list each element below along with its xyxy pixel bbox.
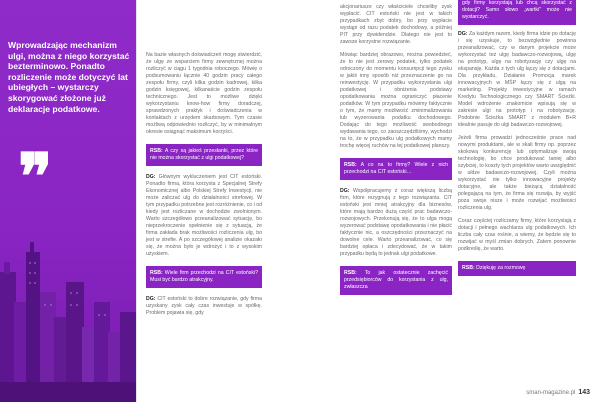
city-skyline-image [0, 232, 136, 402]
column-3-paragraph-2: Jeżeli firma prowadzi jednocześnie prace nad nowymi produktami, ale w skali firmy np. poprzez skokową konkurencję lub optymalizuje swoją technologię, bo chce produkować taniej albo szybciej, to koszty tych projektów warto uwzględnić w uldze badawczo-rozwojowej. Czyli można wykorzystać nie tylko innowacyjne projekty dotacyjne, ale także bieżącą działalność polegającą na tym, że firma się rozwija, by wyjść poza swoje nisze i może rozwijać możliwości rozliczenia ulg. [458, 135, 576, 211]
quote-marks-icon: ❞ [18, 142, 49, 213]
interviewer-tag: RSB: [462, 265, 475, 271]
question-box-4 [340, 266, 452, 295]
column-3-paragraph-3: Coraz częściej rozliczamy firmy, które korzystają z dotacji i pełnego wachlarza ulg podatkowych. Ich liczba cały czas rośnie, a wiemy, że będzie się to rozwijać w myśl zmian dobrych. Zatem ponownie podkreślę, że warto. [458, 218, 576, 252]
question-text: To jak ostatecznie zachęcić przedsiębiorców do korzystania z ulg, zwłaszcza [344, 270, 448, 290]
column-3-paragraph-1 [458, 31, 576, 129]
pull-quote: Wprowadzając mechanizm ulgi, można z niego korzystać bezterminowo. Ponadto rozliczenie może dotyczyć lat ubiegłych – wystarczy skorygować złożone już deklaracje podatkowe. [8, 40, 130, 114]
question-text: A czy są jakieś przesłanki, przez które nie można skorzystać z ulgi podatkowej? [150, 148, 259, 161]
interviewer-tag: RSB: [344, 162, 357, 168]
column-1-paragraph-1: Na bazie własnych doświadczeń mogę stwierdzić, że ulgę ze wsparciem firmy zewnętrznej można rozliczyć w ciągu 1 tygodnia roboczego. Mówię o podsumowaniu łącznie 40 godzin pracy całego zespołu firmy, czyli kilka godzin kadrowej, kilka godzin księgowej, kilkanaście godzin zespołu technicznego. Jest to możliwe dzięki wykorzystaniu know-how firmy doradczej, sprawdzonych praktyk i doświadczenia w kontaktach z urzędem skarbowym. Tym czasie możliwą odpowiednio rozliczyć, by w minimalnym okresie osiągnąć maksimum korzyści. [146, 52, 262, 135]
answer-tag: DG: [146, 296, 156, 302]
answer-text: Współpracujemy z coraz większą liczbą firm, które rezygnują z tego rozwiązania. CIT estoński jest mniej atrakcyjny dla biznesów, które mają bardzo dużą część prac badawczo-rozwojowych. Przekonują się, że to ulga mogą wyzerować podstawę opodatkowania i nie płacić faktycznie nic, a oszczędności przeznaczyć na dowolne cele. Warto przeanalizować, co się bardziej opłaca i zdecydować, że w takim przypadku będą to jednak ulgi podatkowe. [340, 188, 452, 257]
column-2-paragraph-1: akcjonariusze czy właściciele chcieliby zysk wypłacić. CIT estoński nie jest w takich przypadkach zbyt dobry, bo przy wypłacie wystąpi od razu podatek dochodowy, a później PIT przy dywidendzie. Dlatego nie jest to zawsze korzystne rozwiązanie. [340, 4, 452, 45]
interviewer-tag: RSB: [344, 270, 357, 276]
column-2-paragraph-3 [340, 188, 452, 258]
question-box-continued: gdy firmy korzystają lub chcą skorzystać z dotacji? Samo słowo „wartki” może nie wystarczyć. [458, 0, 576, 25]
interviewer-tag: RSB: [150, 270, 163, 276]
question-text: A co na to firmy? Wiele z nich przechodzi na CIT estoński… [344, 162, 448, 175]
closing-box [458, 261, 576, 276]
answer-tag: DG: [146, 174, 156, 180]
question-box-1 [146, 144, 262, 166]
column-2-paragraph-2: Mówiąc bardziej obrazowo, można powiedzieć, że to nie jest zerowy podatek, tylko podatek odroczony do momentu konsumpcji tego zysku w jakiś inny sposób niż przeznaczenie go na reinwestycję. W przypadku wykorzystania ulgi podatkowej i obniżenia podstawy opodatkowania można ograniczyć płacenie podatków. W tym przypadku mówimy faktycznie o tym, że mamy możliwość zminimalizowania lub wyzerowania podatku dochodowego. Dodając do tego możliwość swobodnego wydawania tego, co zaoszczędziliśmy, wychodzi na to, że w przypadku ulg podatkowych mamy trochę więcej ruchów na tej podatkowej planszy. [340, 52, 452, 149]
page-number: 143 [578, 389, 590, 396]
column-3 [458, 0, 576, 284]
answer-text: Głównym wykluczeniem jest CIT estoński. Ponadto firma, która korzysta z Specjalnej Strefy Ekonomicznej albo Polskiej Strefy Inwestycji, nie może zaliczać ulg do działalności strefowej. W tym przypadku potrzebne jest rozróżnienie, co i od kiedy jest rozliczane w dochodzie zwolnionym. Warto szczegółowo przeanalizować sytuację, bo nieprzekroczenie spełnienie się z sytuacją, że firma zakłada brak możliwości rozliczenia ulg, bo jest w strefie. A po szczegółowej analizie okazało się, że można było je wdrożyć i to z wysokim użyskiem. [146, 174, 262, 257]
question-text: Wiele firm przechodzi na CIT estoński? Musi być bardzo atrakcyjny. [150, 270, 258, 283]
question-box-3 [340, 158, 452, 180]
answer-text: CIT estoński to dobre rozwiązanie, gdy firma uzyskany zysk cały czas inwestuje w spółkę. Problem pojawia się, gdy [146, 296, 262, 316]
interviewer-tag: RSB: [150, 148, 163, 154]
answer-text: Za każdym razem, kiedy firma idzie po dotację i się uzyskuje, to bezwzględnie powinna przeanalizować, czy w danym projekcie może wykorzystać też ulgę badawczo-rozwojową, ulgę na prototyp, ulgę na robotyzację czy ulgę na ekspansję. Każda z tych ulg łączy się z dotacjami. Dla przykładu, Działanie Promocja marek innowacyjnych w MŚP łączy się z ulgą na marketing. Projekty inwestycyjne w ramach Kredytu Technologicznego czy SMART Ścieżki. Model wdrożenie znakomicie wpisują się w zakresie ulgi na prototyp i na robotyzację. Podobnie Ścieżka SMART z modułem B+R idealnie pasuje do ulgi badawczo-rozwojowej. [458, 31, 576, 128]
divider [136, 0, 137, 402]
column-1-paragraph-2 [146, 174, 262, 258]
site-link[interactable]: sman-magazine.pl [526, 390, 576, 396]
page-footer [526, 389, 590, 396]
closing-text: Dziękuję za rozmowę [476, 265, 526, 271]
column-1 [146, 52, 262, 323]
question-box-2 [146, 266, 262, 288]
answer-tag: DG: [340, 188, 350, 194]
answer-tag: DG: [458, 31, 468, 37]
column-1-paragraph-3 [146, 296, 262, 317]
column-2 [340, 4, 452, 303]
hero-panel [0, 0, 136, 402]
